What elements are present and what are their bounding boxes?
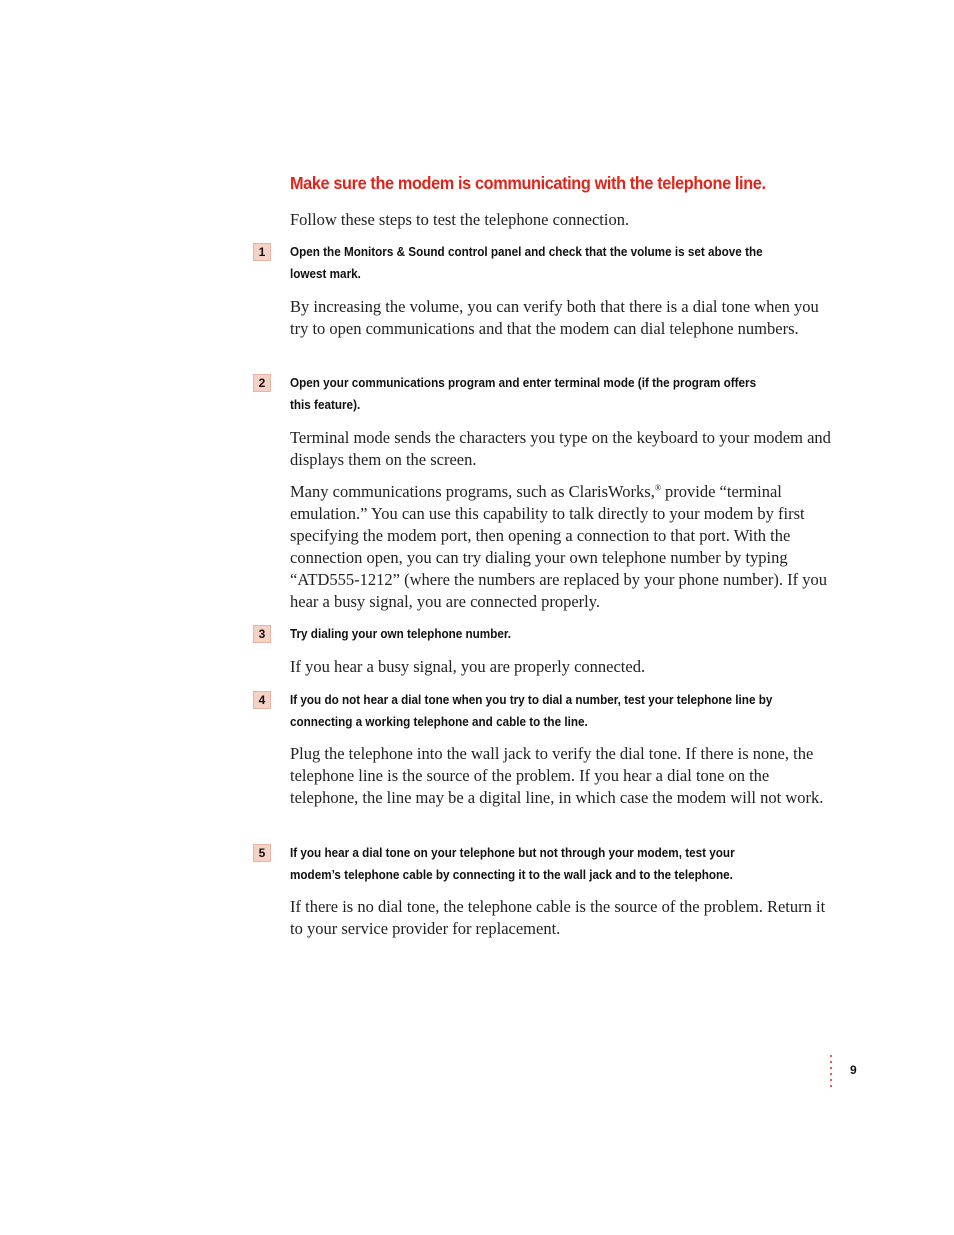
registered-mark: ® [654,483,661,493]
step-explanation: If there is no dial tone, the telephone cable is the source of the problem. Return it to your service provider for replacement. [290,897,826,938]
dot [830,1067,832,1069]
step-instruction [290,689,821,733]
step-instruction-line: lowest mark. [290,266,361,281]
dot [830,1061,832,1063]
step-instruction-line: Open your communications program and enter terminal mode (if the program offers [290,375,757,390]
dot [830,1079,832,1081]
step-number-badge: 3 [253,625,271,643]
step-instruction [290,623,821,645]
page-number: 9 [850,1063,857,1077]
step-instruction-line: this feature). [290,397,361,412]
dot [830,1073,832,1075]
step-instruction [290,241,821,285]
text-run: provide “terminal emulation.” You can use this capability to talk directly to your modem by first specifying the modem port, then opening a connection to that port. With the connection open, you can try dialing your own telephone number by typing “ATD555-1212” (where the numbers are replaced by your phone number). If you hear a busy signal, you are connected properly. [290,482,827,611]
step-instruction-line: Open the Monitors & Sound control panel and check that the volume is set above the [290,244,763,259]
step-instruction-line: connecting a working telephone and cable to the line. [290,714,588,729]
step-instruction-line: Try dialing your own telephone number. [290,626,512,641]
dot [830,1055,832,1057]
dot [830,1085,832,1087]
page-number-dots [830,1055,834,1091]
section-heading: Make sure the modem is communicating with the telephone line. [290,173,766,193]
step-instruction-line: modem’s telephone cable by connecting it to the wall jack and to the telephone. [290,867,733,882]
step-explanation: If you hear a busy signal, you are properly connected. [290,657,646,676]
step-instruction [290,372,821,416]
step-instruction [290,842,821,886]
step-explanation: By increasing the volume, you can verify both that there is a dial tone when you try to open communications and that the modem can dial telephone numbers. [290,297,819,338]
step-instruction-line: If you do not hear a dial tone when you try to dial a number, test your telephone line by [290,692,773,707]
text-run: Many communications programs, such as ClarisWorks, [290,482,655,501]
step-instruction-line: If you hear a dial tone on your telephone but not through your modem, test your [290,845,735,860]
intro-paragraph: Follow these steps to test the telephone connection. [290,210,630,229]
step-explanation: Terminal mode sends the characters you type on the keyboard to your modem and displays them on the screen. [290,428,831,469]
step-explanation [290,481,835,613]
step-number-badge: 2 [253,374,271,392]
step-explanation: Plug the telephone into the wall jack to verify the dial tone. If there is none, the telephone line is the source of the problem. If you hear a dial tone on the telephone, the line may be a digital line, in which case the modem will not work. [290,744,824,807]
step-number-badge: 4 [253,691,271,709]
step-number-badge: 1 [253,243,271,261]
step-number-badge: 5 [253,844,271,862]
